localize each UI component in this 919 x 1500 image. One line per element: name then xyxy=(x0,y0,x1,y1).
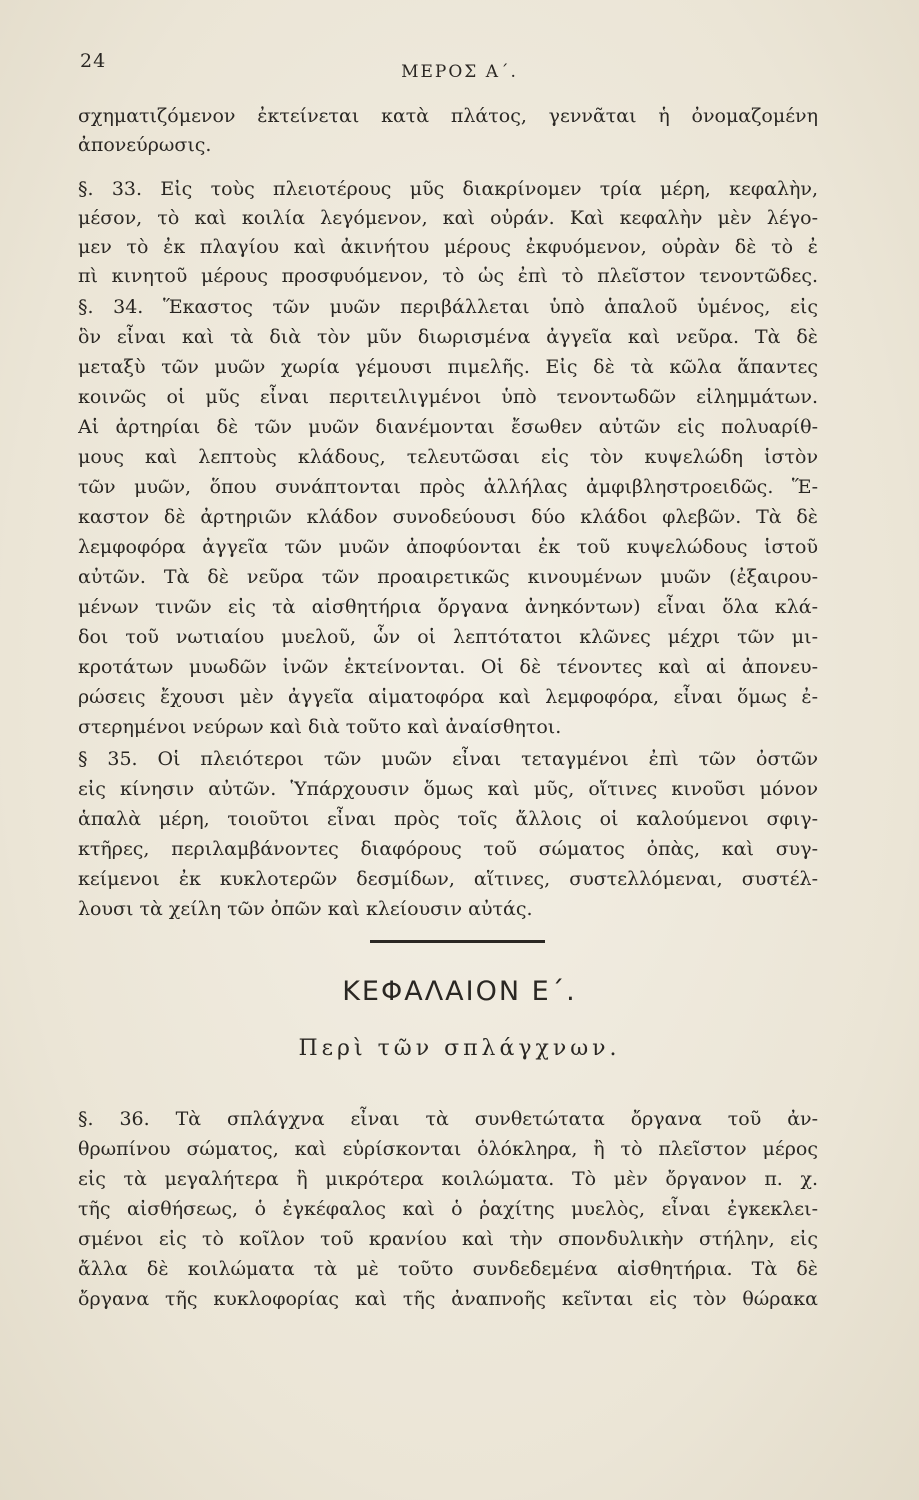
text-line: πὶ κινητοῦ μέρους προσφυόμενον, τὸ ὡς ἐπὶ τὸ πλεῖστον τενοντῶδες. xyxy=(78,265,818,287)
text-line: στερημένοι νεύρων καὶ διὰ τοῦτο καὶ ἀναίσθητοι. xyxy=(78,716,562,738)
text-line: §. 34. Ἕκαστος τῶν μυῶν περιβάλλεται ὑπὸ ἁπαλοῦ ὑμένος, εἰς xyxy=(78,296,818,318)
text-line: σχηματιζόμενον ἐκτείνεται κατὰ πλάτος, γεννᾶται ἡ ὀνομαζομένη xyxy=(78,105,818,127)
text-line: σμένοι εἰς τὸ κοῖλον τοῦ κρανίου καὶ τὴν σπονδυλικὴν στήλην, εἰς xyxy=(78,1228,818,1250)
text-line: μένων τινῶν εἰς τὰ αἰσθητήρια ὄργανα ἀνηκόντων) εἶναι ὅλα κλά- xyxy=(78,596,818,618)
text-line: ἁπαλὰ μέρη, τοιοῦτοι εἶναι πρὸς τοῖς ἄλλοις οἱ καλούμενοι σφιγ- xyxy=(78,808,818,830)
text-line: κροτάτων μυωδῶν ἰνῶν ἐκτείνονται. Οἱ δὲ τένοντες καὶ αἱ ἀπονευ- xyxy=(78,656,818,678)
chapter-subtitle: Περὶ τῶν σπλάγχνων. xyxy=(298,1036,621,1061)
text-line: § 35. Οἱ πλειότεροι τῶν μυῶν εἶναι τεταγμένοι ἐπὶ τῶν ὀστῶν xyxy=(78,748,818,770)
text-line: ὄργανα τῆς κυκλοφορίας καὶ τῆς ἀναπνοῆς κεῖνται εἰς τὸν θώρακα xyxy=(78,1288,818,1310)
text-line: λεμφοφόρα ἀγγεῖα τῶν μυῶν ἀποφύονται ἐκ τοῦ κυψελώδους ἱστοῦ xyxy=(78,536,818,558)
text-line: τῶν μυῶν, ὅπου συνάπτονται πρὸς ἀλλήλας ἀμφιβληστροειδῶς. Ἕ- xyxy=(78,476,818,498)
text-line: δοι τοῦ νωτιαίου μυελοῦ, ὧν οἱ λεπτότατοι κλῶνες μέχρι τῶν μι- xyxy=(78,626,818,648)
text-line: τῆς αἰσθήσεως, ὁ ἐγκέφαλος καὶ ὁ ῥαχίτης μυελὸς, εἶναι ἐγκεκλει- xyxy=(78,1198,818,1220)
text-line: ὃν εἶναι καὶ τὰ διὰ τὸν μῦν διωρισμένα ἀγγεῖα καὶ νεῦρα. Τὰ δὲ xyxy=(78,326,818,348)
text-line: εἰς τὰ μεγαλήτερα ἢ μικρότερα κοιλώματα. Τὸ μὲν ὄργανον π. χ. xyxy=(78,1168,818,1190)
text-line: εἰς κίνησιν αὐτῶν. Ὑπάρχουσιν ὅμως καὶ μῦς, οἵτινες κινοῦσι μόνον xyxy=(78,778,818,800)
text-line: θρωπίνου σώματος, καὶ εὑρίσκονται ὁλόκληρα, ἢ τὸ πλεῖστον μέρος xyxy=(78,1138,818,1160)
text-line: καστον δὲ ἀρτηριῶν κλάδον συνοδεύουσι δύο κλάδοι φλεβῶν. Τὰ δὲ xyxy=(78,506,818,528)
text-line: λουσι τὰ χείλη τῶν ὀπῶν καὶ κλείουσιν αὐτάς. xyxy=(78,898,533,920)
section-divider xyxy=(370,940,545,943)
text-line: κοινῶς οἱ μῦς εἶναι περιτειλιγμένοι ὑπὸ τενοντωδῶν εἰλημμάτων. xyxy=(78,386,818,408)
text-line: ἄλλα δὲ κοιλώματα τὰ μὲ τοῦτο συνδεδεμένα αἰσθητήρια. Τὰ δὲ xyxy=(78,1258,818,1280)
text-line: μεταξὺ τῶν μυῶν χωρία γέμουσι πιμελῆς. Εἰς δὲ τὰ κῶλα ἅπαντες xyxy=(78,356,818,378)
text-line: κτῆρες, περιλαμβάνοντες διαφόρους τοῦ σώματος ὀπὰς, καὶ συγ- xyxy=(78,838,818,860)
text-line: ρώσεις ἔχουσι μὲν ἀγγεῖα αἱματοφόρα καὶ λεμφοφόρα, εἶναι ὅμως ἐ- xyxy=(78,686,818,708)
text-line: μους καὶ λεπτοὺς κλάδους, τελευτῶσαι εἰς τὸν κυψελώδη ἱστὸν xyxy=(78,446,818,468)
text-line: §. 33. Εἰς τοὺς πλειοτέρους μῦς διακρίνομεν τρία μέρη, κεφαλὴν, xyxy=(78,178,818,200)
text-line: κείμενοι ἐκ κυκλοτερῶν δεσμίδων, αἵτινες, συστελλόμεναι, συστέλ- xyxy=(78,868,818,890)
text-line: ἀπονεύρωσις. xyxy=(78,134,212,156)
page-number: 24 xyxy=(80,50,107,72)
running-head: ΜΕΡΟΣ Α΄. xyxy=(401,62,518,82)
text-line: §. 36. Τὰ σπλάγχνα εἶναι τὰ συνθετώτατα ὄργανα τοῦ ἀν- xyxy=(78,1108,818,1130)
text-line: μέσον, τὸ καὶ κοιλία λεγόμενον, καὶ οὐράν. Καὶ κεφαλὴν μὲν λέγο- xyxy=(78,207,818,229)
text-line: Αἱ ἀρτηρίαι δὲ τῶν μυῶν διανέμονται ἔσωθεν αὐτῶν εἰς πολυαρίθ- xyxy=(78,416,818,438)
text-line: αὐτῶν. Τὰ δὲ νεῦρα τῶν προαιρετικῶς κινουμένων μυῶν (ἐξαιρου- xyxy=(78,566,818,588)
text-line: μεν τὸ ἐκ πλαγίου καὶ ἀκινήτου μέρους ἐκφυόμενον, οὐρὰν δὲ τὸ ἐ xyxy=(78,236,818,258)
chapter-title: ΚΕΦΑΛΑΙΟΝ Ε΄. xyxy=(342,976,577,1007)
